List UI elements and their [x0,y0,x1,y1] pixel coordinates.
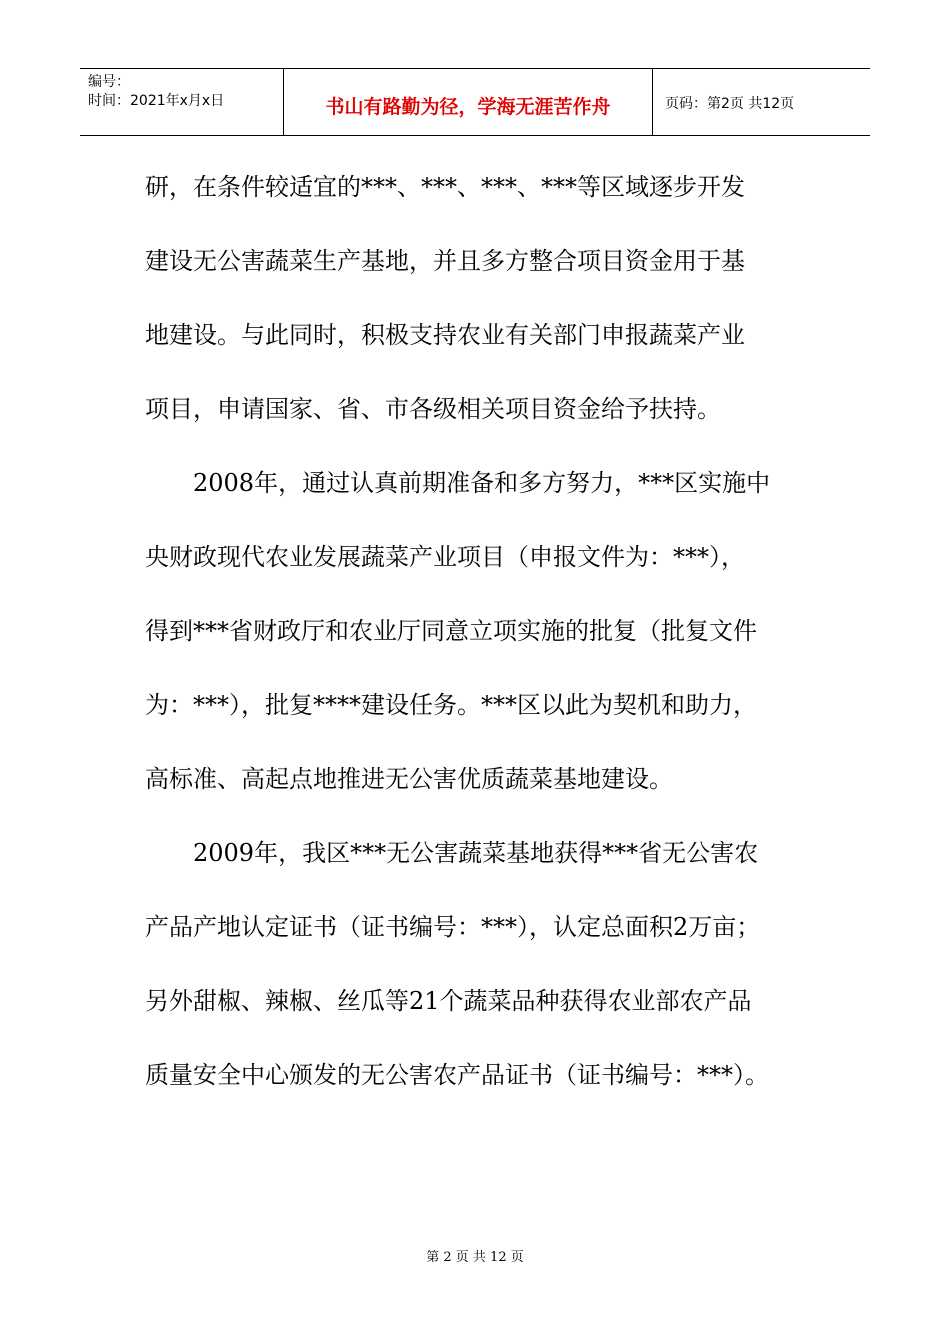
body-line: 央财政现代农业发展蔬菜产业项目（申报文件为：***）， [145,543,745,571]
body-line: 为：***），批复****建设任务。***区以此为契机和助力， [145,691,757,719]
document-number-label: 编号： [88,74,130,90]
body-line-paragraph-start: 2008年，通过认真前期准备和多方努力，***区实施中 [193,469,771,497]
header-motto: 书山有路勤为径，学海无涯苦作舟 [283,69,653,135]
document-time-label: 时间：2021年x月x日 [88,93,225,109]
header-page-info: 页码：第2页 共12页 [665,96,795,112]
body-line: 高标准、高起点地推进无公害优质蔬菜基地建设。 [145,765,673,793]
document-body [145,150,825,1112]
body-line: 质量安全中心颁发的无公害农产品证书（证书编号：***）。 [145,1061,769,1089]
body-line-paragraph-start: 2009年，我区***无公害蔬菜基地获得***省无公害农 [193,839,759,867]
page-header [80,68,870,136]
page-footer: 第 2 页 共 12 页 [426,1250,524,1265]
body-line: 地建设。与此同时，积极支持农业有关部门申报蔬菜产业 [145,321,745,349]
body-line: 建设无公害蔬菜生产基地，并且多方整合项目资金用于基 [145,247,745,275]
body-line: 产品产地认定证书（证书编号：***），认定总面积2万亩； [145,913,761,941]
body-line: 另外甜椒、辣椒、丝瓜等21个蔬菜品种获得农业部农产品 [145,987,752,1015]
header-meta [80,69,283,135]
body-line: 项目，申请国家、省、市各级相关项目资金给予扶持。 [145,395,721,423]
body-line: 得到***省财政厅和农业厅同意立项实施的批复（批复文件 [145,617,757,645]
body-line: 研，在条件较适宜的***、***、***、***等区域逐步开发 [145,173,745,201]
